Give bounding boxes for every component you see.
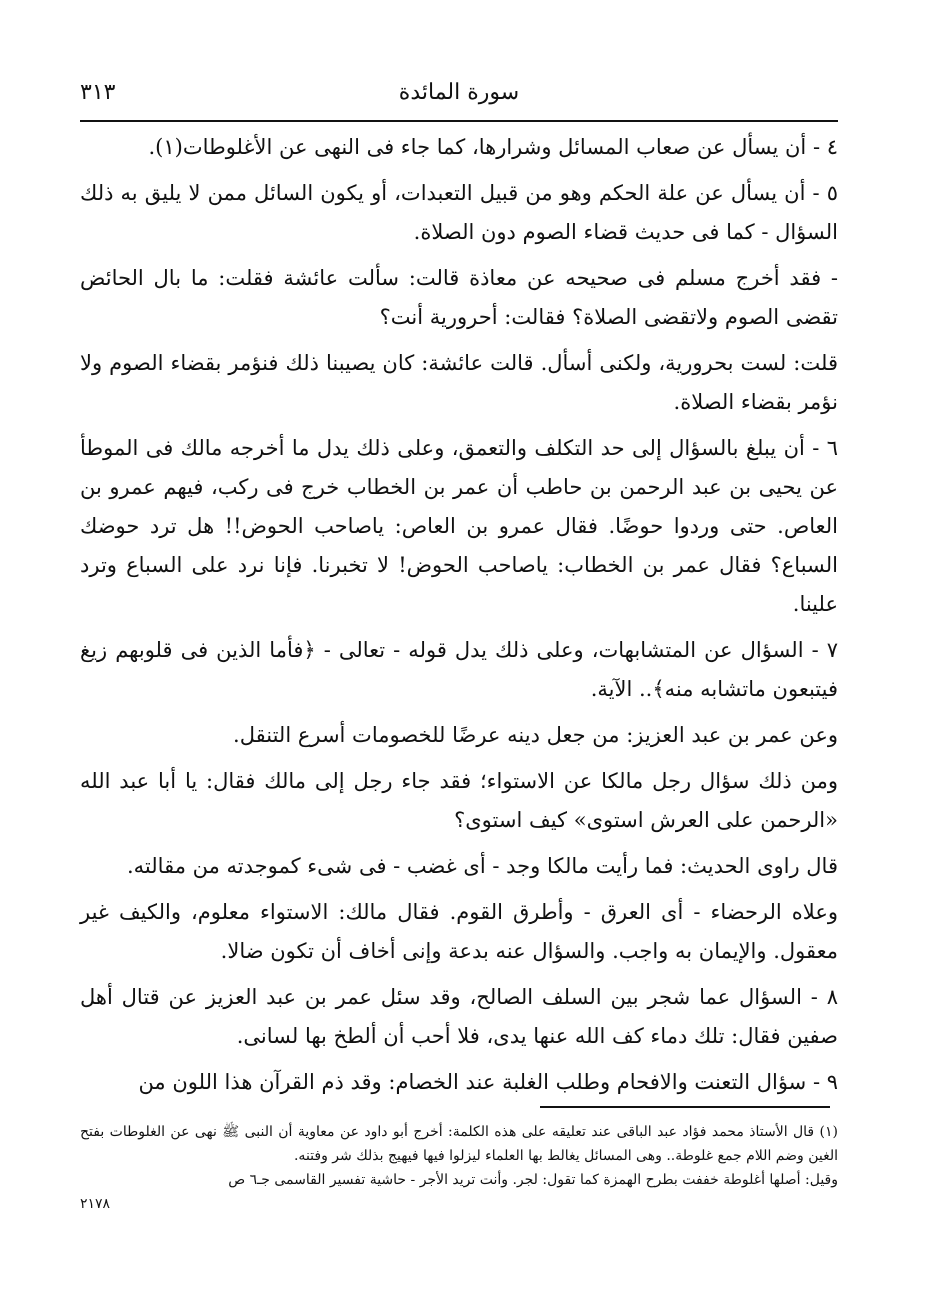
paragraph: قال راوى الحديث: فما رأيت مالكا وجد - أى غضب - فى شىء كموجدته من مقالته. (127, 854, 838, 878)
paragraph: وعن عمر بن عبد العزيز: من جعل دينه عرضًا للخصومات أسرع التنقل. (233, 723, 838, 747)
header-rule (80, 120, 838, 122)
page-number: ٣١٣ (80, 80, 116, 105)
footnote-page-ref: ٢١٧٨ (80, 1196, 111, 1212)
paragraph: ٨ - السؤال عما شجر بين السلف الصالح، وقد سئل عمر بن عبد العزيز عن قتال أهل صفين فقال: تلك دماء كف الله عنها يدى، فلا أحب أن ألطخ بها لسانى. (80, 985, 838, 1048)
paragraph: ٤ - أن يسأل عن صعاب المسائل وشرارها، كما جاء فى النهى عن الأغلوطات(١). (148, 135, 838, 159)
footnote: (١) قال الأستاذ محمد فؤاد عبد الباقى عند تعليقه على هذه الكلمة: أخرج أبو داود عن معاوية أن النبى ﷺ نهى عن الغلوطات بفتح الغين وضم اللام جمع غلوطة.. وهى المسائل يغالط بها العلماء ليزلوا فيها فيهيج بذلك شر وفتنه. (80, 1124, 838, 1164)
main-text (80, 128, 838, 1109)
paragraph: - فقد أخرج مسلم فى صحيحه عن معاذة قالت: سألت عائشة فقلت: ما بال الحائض تقضى الصوم ولاتقضى الصلاة؟ فقالت: أحرورية أنت؟ (80, 266, 838, 329)
paragraph: وعلاه الرحضاء - أى العرق - وأطرق القوم. فقال مالك: الاستواء معلوم، والكيف غير معقول. والإيمان به واجب. والسؤال عنه بدعة وإنى أخاف أن تكون ضالا. (80, 900, 838, 963)
paragraph: ٧ - السؤال عن المتشابهات، وعلى ذلك يدل قوله - تعالى - ﴿فأما الذين فى قلوبهم زيغ فيتبعون ماتشابه منه﴾.. الآية. (80, 638, 838, 701)
footnotes (80, 1120, 838, 1216)
footnote-rule (540, 1106, 830, 1108)
paragraph: ٩ - سؤال التعنت والافحام وطلب الغلبة عند الخصام: وقد ذم القرآن هذا اللون من (138, 1070, 838, 1094)
paragraph: ٥ - أن يسأل عن علة الحكم وهو من قبيل التعبدات، أو يكون السائل ممن لا يليق به ذلك السؤال - كما فى حديث قضاء الصوم دون الصلاة. (80, 181, 838, 244)
footnote: وقيل: أصلها أغلوطة خففت بطرح الهمزة كما تقول: لجر. وأنت تريد الأجر - حاشية تفسير القاسمى جـ٦ ص (228, 1172, 838, 1188)
paragraph: قلت: لست بحرورية، ولكنى أسأل. قالت عائشة: كان يصيبنا ذلك فنؤمر بقضاء الصوم ولا نؤمر بقضاء الصلاة. (80, 351, 838, 414)
running-title: سورة المائدة (398, 80, 520, 105)
page-header (80, 74, 838, 114)
paragraph: ٦ - أن يبلغ بالسؤال إلى حد التكلف والتعمق، وعلى ذلك يدل ما أخرجه مالك فى الموطأ عن يحيى بن عبد الرحمن بن حاطب أن عمر بن الخطاب خرج فى ركب، فيهم عمرو بن العاص. حتى وردوا حوضًا. فقال عمرو بن العاص: ياصاحب الحوض!! هل ترد حوضك السباع؟ فقال عمر بن الخطاب: ياصاحب الحوض! لا تخبرنا. فإنا نرد على السباع وترد علينا. (80, 436, 838, 616)
paragraph: ومن ذلك سؤال رجل مالكا عن الاستواء؛ فقد جاء رجل إلى مالك فقال: يا أبا عبد الله «الرحمن على العرش استوى» كيف استوى؟ (80, 769, 838, 832)
